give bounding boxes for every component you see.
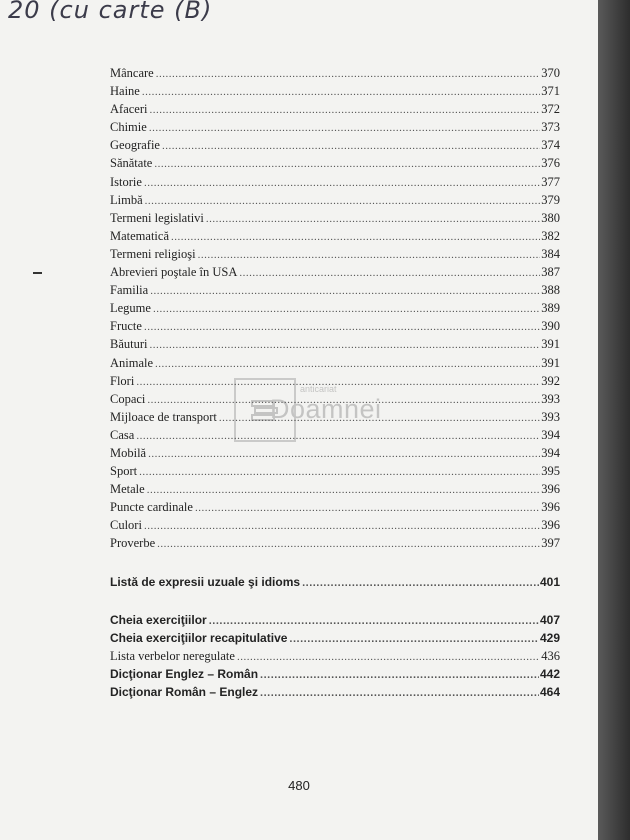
toc-leader-dots [144,174,540,192]
toc-entry-page: 373 [541,120,560,135]
toc-entry-label: Familia [110,283,149,298]
toc-entry-label: Mâncare [110,66,154,80]
toc-row [110,209,560,227]
toc-entry-label: Metale [110,482,145,497]
toc-leader-dots [150,336,541,354]
toc-entry-label: Istorie [110,174,142,189]
toc-entry-label: Lista verbelor neregulate [110,648,235,663]
toc-leader-dots [142,83,540,101]
toc-entry-label: Sport [110,464,138,479]
handwritten-note: 20 (cu carte (B) [8,0,213,24]
page-number: 480 [288,778,310,793]
toc-entry-label: Puncte cardinale [110,500,193,515]
toc-entry-page: 377 [541,174,560,189]
toc-entry-label: Băuturi [110,337,148,352]
toc-entry-page: 393 [541,409,560,424]
toc-row [110,629,560,647]
toc-entry-label: Animale [110,355,154,370]
toc-leader-dots [144,318,540,336]
toc-entry-page: 370 [541,66,560,80]
toc-row [110,665,560,683]
toc-entry-page: 442 [539,666,560,681]
toc-leader-dots [155,355,540,373]
toc-entry-page: 380 [541,210,560,225]
toc-entry-label: Copaci [110,391,146,406]
toc-entry-page: 395 [541,464,560,479]
toc-row [110,480,560,498]
toc-entry-label: Geografie [110,138,160,153]
toc-row [110,100,560,118]
toc-leader-dots [239,264,540,282]
toc-row [110,408,560,426]
toc-entry-page: 390 [541,319,560,334]
toc-leader-dots [260,684,539,702]
toc-row [110,299,560,317]
toc-row [110,136,560,154]
toc-entry-page: 401 [539,574,560,589]
toc-row [110,227,560,245]
toc-entry-label: Sănătate [110,156,153,171]
toc-leader-dots [195,499,540,517]
toc-entry-label: Listă de expresii uzuale şi idioms [110,574,301,589]
toc-leader-dots [148,445,540,463]
toc-entry-label: Cheia exerciţiilor [110,612,207,627]
toc-leader-dots [289,630,539,648]
toc-row [110,516,560,534]
toc-row [110,281,560,299]
toc-entry-page: 396 [541,500,560,515]
toc-row [110,390,560,408]
toc-entry-label: Haine [110,84,140,99]
table-of-contents [110,64,560,701]
toc-entry-page: 464 [539,685,560,699]
toc-leader-dots [260,666,539,684]
toc-row [110,611,560,629]
page-edge-shadow [598,0,630,840]
toc-row [110,245,560,263]
toc-entry-page: 429 [539,630,560,645]
toc-entry-page: 372 [541,102,560,117]
toc-entry-page: 374 [541,138,560,153]
toc-entry-label: Abrevieri poştale în USA [110,265,238,280]
toc-entry-label: Casa [110,427,135,442]
toc-leader-dots [149,101,540,119]
toc-entry-page: 391 [541,355,560,370]
toc-entry-page: 379 [541,192,560,207]
toc-entry-page: 394 [541,445,560,460]
toc-row [110,317,560,335]
toc-entry-page: 384 [541,246,560,261]
toc-entry-label: Termeni religioşi [110,246,196,261]
toc-entry-page: 391 [541,337,560,352]
toc-leader-dots [209,612,539,630]
toc-leader-dots [136,427,540,445]
toc-entry-label: Culori [110,518,142,533]
toc-entry-page: 436 [541,648,560,663]
toc-row [110,64,560,82]
toc-entry-label: Limbă [110,192,143,207]
toc-entry-page: 397 [541,536,560,551]
toc-row [110,191,560,209]
toc-entry-label: Matematică [110,228,169,243]
toc-entry-label: Afaceri [110,102,148,117]
toc-entry-label: Dicţionar Englez – Român [110,666,259,681]
toc-row [110,498,560,516]
toc-row [110,372,560,390]
toc-entry-label: Cheia exerciţiilor recapitulative [110,630,288,645]
toc-entry-label: Proverbe [110,536,156,551]
toc-row [110,354,560,372]
toc-leader-dots [145,192,541,210]
watermark-brand: Doamnei [270,394,382,424]
toc-entry-page: 371 [541,84,560,99]
toc-entry-page: 396 [541,482,560,497]
toc-leader-dots [136,373,540,391]
toc-leader-dots [302,574,539,592]
toc-entry-page: 382 [541,228,560,243]
toc-leader-dots [237,648,540,666]
toc-entry-label: Flori [110,373,135,388]
toc-leader-dots [162,137,540,155]
toc-leader-dots [206,210,540,228]
toc-leader-dots [171,228,540,246]
toc-entry-page: 392 [541,373,560,388]
toc-row [110,534,560,552]
toc-entry-label: Dicţionar Român – Englez [110,685,259,699]
toc-row [110,683,560,701]
toc-entry-page: 396 [541,518,560,533]
toc-row [110,82,560,100]
toc-entry-page: 407 [539,612,560,627]
toc-entry-label: Legume [110,301,151,316]
toc-row [110,444,560,462]
toc-leader-dots [144,517,540,535]
watermark-small-text: anticariat [300,384,337,394]
toc-entry-label: Mijloace de transport [110,409,217,424]
toc-leader-dots [147,481,541,499]
toc-row [110,335,560,353]
toc-entry-page: 376 [541,156,560,171]
toc-leader-dots [139,463,540,481]
toc-leader-dots [154,155,540,173]
toc-entry-label: Termeni legislativi [110,210,204,225]
toc-leader-dots [149,119,540,137]
toc-leader-dots [156,65,541,83]
toc-entry-page: 389 [541,301,560,316]
toc-entry-page: 388 [541,283,560,298]
toc-entry-label: Fructe [110,319,142,334]
toc-row [110,263,560,281]
toc-row [110,426,560,444]
toc-row [110,173,560,191]
toc-leader-dots [219,409,540,427]
toc-row [110,647,560,665]
toc-leader-dots [147,391,540,409]
toc-row [110,118,560,136]
toc-leader-dots [157,535,540,553]
toc-leader-dots [150,282,540,300]
toc-entry-page: 387 [541,265,560,280]
toc-entry-label: Mobilă [110,445,147,460]
toc-entry-page: 394 [541,427,560,442]
toc-entry-page: 393 [541,391,560,406]
toc-leader-dots [153,300,540,318]
margin-mark [33,272,42,274]
toc-row [110,573,560,591]
toc-entry-label: Chimie [110,120,147,135]
toc-row [110,462,560,480]
toc-leader-dots [198,246,541,264]
toc-row [110,154,560,172]
